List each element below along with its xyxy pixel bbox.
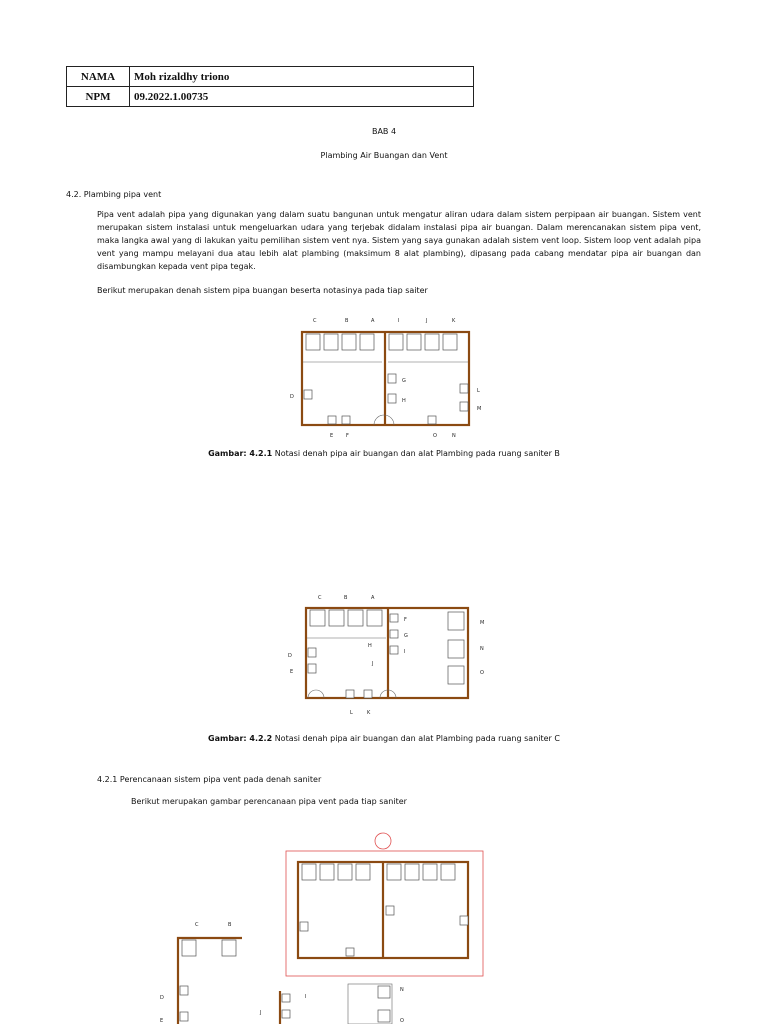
- identity-key: NAMA: [67, 67, 130, 87]
- identity-table: [66, 66, 474, 107]
- label: N: [480, 646, 484, 652]
- label: D: [160, 995, 164, 1001]
- caption-text: Notasi denah pipa air buangan dan alat Plambing pada ruang saniter C: [272, 734, 560, 743]
- paragraph-vent-definition: Pipa vent adalah pipa yang digunakan yang dalam suatu bangunan untuk mengatur aliran udara dalam sistem perpipaan air buangan. Sistem vent merupakan sistem instalasi untuk mengeluarkan udara yang terjebak didalam instalasi pipa air buangan. Dalam merencanakan sistem pipa vent, maka langka awal yang di lakukan yaitu pemilihan sistem vent nya. Sistem yang saya gunakan adalah sistem vent loop. Sistem loop vent adalah pipa vent yang mampu melayani dua atau lebih alat plambing (maksimum 8 alat plambing), dipasang pada cabang mendatar pipa air buangan dan disambungkan kepada vent pipa tegak.: [97, 210, 701, 271]
- label: D: [290, 394, 294, 400]
- label: F: [404, 617, 407, 623]
- identity-row-npm: [67, 87, 474, 107]
- label: O: [400, 1018, 404, 1024]
- label: I: [404, 649, 406, 655]
- label: J: [260, 1010, 262, 1016]
- identity-value: Moh rizaldhy triono: [130, 67, 474, 87]
- label: C: [313, 318, 317, 324]
- label: J: [426, 318, 428, 324]
- label: H: [402, 398, 406, 404]
- label: E: [160, 1018, 164, 1024]
- label: O: [480, 670, 484, 676]
- caption-text: Notasi denah pipa air buangan dan alat Plambing pada ruang saniter B: [272, 449, 560, 458]
- label: N: [400, 987, 404, 993]
- caption-number: Gambar: 4.2.1: [208, 449, 273, 458]
- chapter-title: Plambing Air Buangan dan Vent: [320, 151, 448, 160]
- subsection-text: Berikut merupakan gambar perencanaan pipa vent pada tiap saniter: [131, 797, 407, 806]
- label: D: [288, 653, 292, 659]
- label: L: [350, 710, 353, 716]
- identity-key: NPM: [67, 87, 130, 107]
- label: M: [477, 406, 482, 412]
- label: G: [402, 378, 406, 384]
- label: K: [452, 318, 456, 324]
- chapter-number: BAB 4: [371, 127, 397, 136]
- toilet-fixtures: [307, 610, 464, 698]
- label: G: [404, 633, 408, 639]
- subsection-heading: 4.2.1 Perencanaan sistem pipa vent pada denah saniter: [97, 775, 322, 784]
- label: A: [371, 318, 375, 324]
- section-heading: 4.2. Plambing pipa vent: [66, 190, 162, 199]
- label: B: [345, 318, 349, 324]
- caption-number: Gambar: 4.2.2: [208, 734, 273, 743]
- label: O: [433, 433, 437, 439]
- label: C: [195, 922, 199, 928]
- label: I: [398, 318, 400, 324]
- label: M: [480, 620, 485, 626]
- label: B: [228, 922, 232, 928]
- floor-plan-saniter-c: [268, 590, 502, 722]
- identity-row-nama: [67, 67, 474, 87]
- figure-caption: [0, 449, 768, 458]
- vent-plan-drawing: [150, 826, 530, 1024]
- paragraph-intro-plans: Berikut merupakan denah sistem pipa buangan beserta notasinya pada tiap saiter: [97, 286, 428, 295]
- label: L: [477, 388, 480, 394]
- floor-plan-saniter-b: [282, 312, 507, 440]
- label: C: [318, 595, 322, 601]
- label: E: [290, 669, 294, 675]
- figure-caption: [0, 734, 768, 743]
- label: A: [371, 595, 375, 601]
- label: E: [330, 433, 334, 439]
- label: N: [452, 433, 456, 439]
- label: F: [346, 433, 349, 439]
- label: H: [368, 643, 372, 649]
- label: B: [344, 595, 348, 601]
- label: K: [367, 710, 371, 716]
- label: J: [372, 661, 374, 667]
- label: I: [305, 994, 307, 1000]
- identity-value: 09.2022.1.00735: [130, 87, 474, 107]
